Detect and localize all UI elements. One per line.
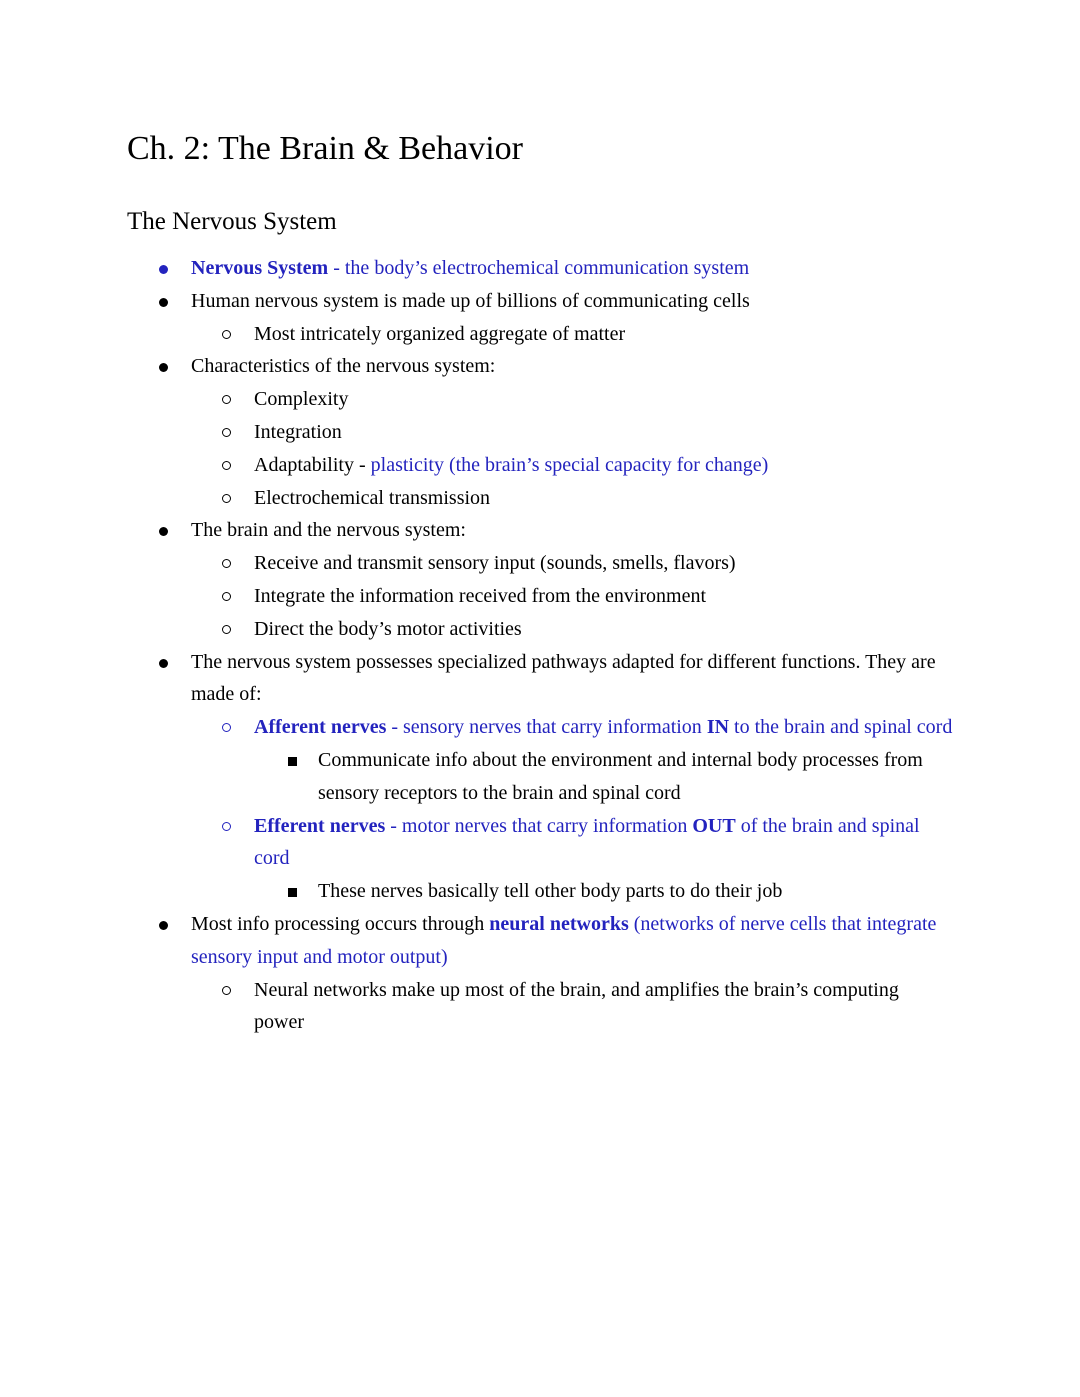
text-run: of the brain and spinal cord [254,814,920,870]
list-item-text [254,613,953,646]
text-run: Communicate info about the environment and internal body processes from sensory receptors to the brain and spinal cord [318,748,923,804]
list-item [0,318,953,351]
text-run: - sensory nerves that carry information [386,716,707,739]
list-item-text [318,744,953,810]
text-run: - the body’s electrochemical communication system [328,257,750,279]
bullet-disc-icon [159,252,191,274]
list-item [0,514,953,547]
text-run: Direct the body’s motor activities [254,617,522,640]
text-run: Integrate the information received from the environment [254,584,707,607]
list-item-text [254,482,953,515]
text-run: neural networks [489,912,629,935]
bullet-disc-icon [159,908,191,930]
bullet-disc-icon [159,646,191,668]
text-run: Adaptability - [254,453,371,476]
list-item [0,383,953,416]
list-item [0,810,953,876]
text-run: Nervous System [191,257,329,279]
list-item [0,547,953,580]
list-item-text [254,449,953,482]
text-run: Receive and transmit sensory input (sounds, smells, flavors) [254,552,736,575]
text-run: Human nervous system is made up of billions of communicating cells [191,289,750,312]
list-item-text [191,252,953,285]
list-item [0,613,953,646]
bullet-circle-icon [222,416,254,437]
section-heading: The Nervous System [127,208,337,235]
list-item-text [254,810,953,876]
text-run: to the brain and spinal cord [729,716,953,739]
list-item-text [191,514,953,547]
text-run: Most info processing occurs through [191,912,490,935]
bullet-circle-icon [222,810,254,831]
text-run: Electrochemical transmission [254,486,491,509]
bullet-list [0,252,953,1039]
list-item [0,711,953,744]
bullet-circle-icon [222,580,254,601]
list-item [0,908,953,974]
bullet-square-icon [286,744,318,766]
list-item-text [254,383,953,416]
list-item-text [254,580,953,613]
list-item-text [191,350,953,383]
list-item [0,974,953,1040]
text-run: OUT [692,814,736,837]
list-item [0,482,953,515]
list-item [0,285,953,318]
text-run: Complexity [254,388,349,411]
text-run: The brain and the nervous system: [191,519,466,542]
bullet-disc-icon [159,514,191,536]
list-item [0,580,953,613]
list-item-text [254,416,953,449]
list-item-text [191,646,953,712]
bullet-circle-icon [222,547,254,568]
list-item-text [254,547,953,580]
bullet-square-icon [286,875,318,897]
list-item-text [191,908,953,974]
text-run: Integration [254,420,342,443]
text-run: These nerves basically tell other body parts to do their job [318,880,783,903]
list-item-text [254,318,953,351]
list-item-text [318,875,953,908]
text-run: Efferent nerves [254,814,386,837]
list-item [0,350,953,383]
list-item [0,875,953,908]
bullet-circle-icon [222,613,254,634]
list-item-text [191,285,953,318]
text-run: Afferent nerves [254,716,387,739]
bullet-circle-icon [222,318,254,339]
bullet-circle-icon [222,482,254,503]
list-item [0,646,953,712]
text-run: Characteristics of the nervous system: [191,355,496,378]
bullet-circle-icon [222,383,254,404]
list-item [0,252,953,285]
text-run: - motor nerves that carry information [385,814,693,837]
bullet-disc-icon [159,350,191,372]
text-run: (networks of nerve cells that integrate sensory input and motor output) [191,912,937,968]
bullet-circle-icon [222,974,254,995]
bullet-disc-icon [159,285,191,307]
list-item-text [254,974,953,1040]
bullet-circle-icon [222,449,254,470]
list-item [0,449,953,482]
list-item [0,744,953,810]
page-title: Ch. 2: The Brain & Behavior [127,130,523,167]
list-item-text [254,711,953,744]
text-run: plasticity (the brain’s special capacity for change) [370,453,769,476]
text-run: Most intricately organized aggregate of matter [254,322,626,345]
list-item [0,416,953,449]
text-run: Neural networks make up most of the brain, and amplifies the brain’s computing power [254,978,899,1034]
text-run: The nervous system possesses specialized pathways adapted for different functions. They are made of: [191,650,936,706]
text-run: IN [706,716,730,739]
bullet-circle-icon [222,711,254,732]
